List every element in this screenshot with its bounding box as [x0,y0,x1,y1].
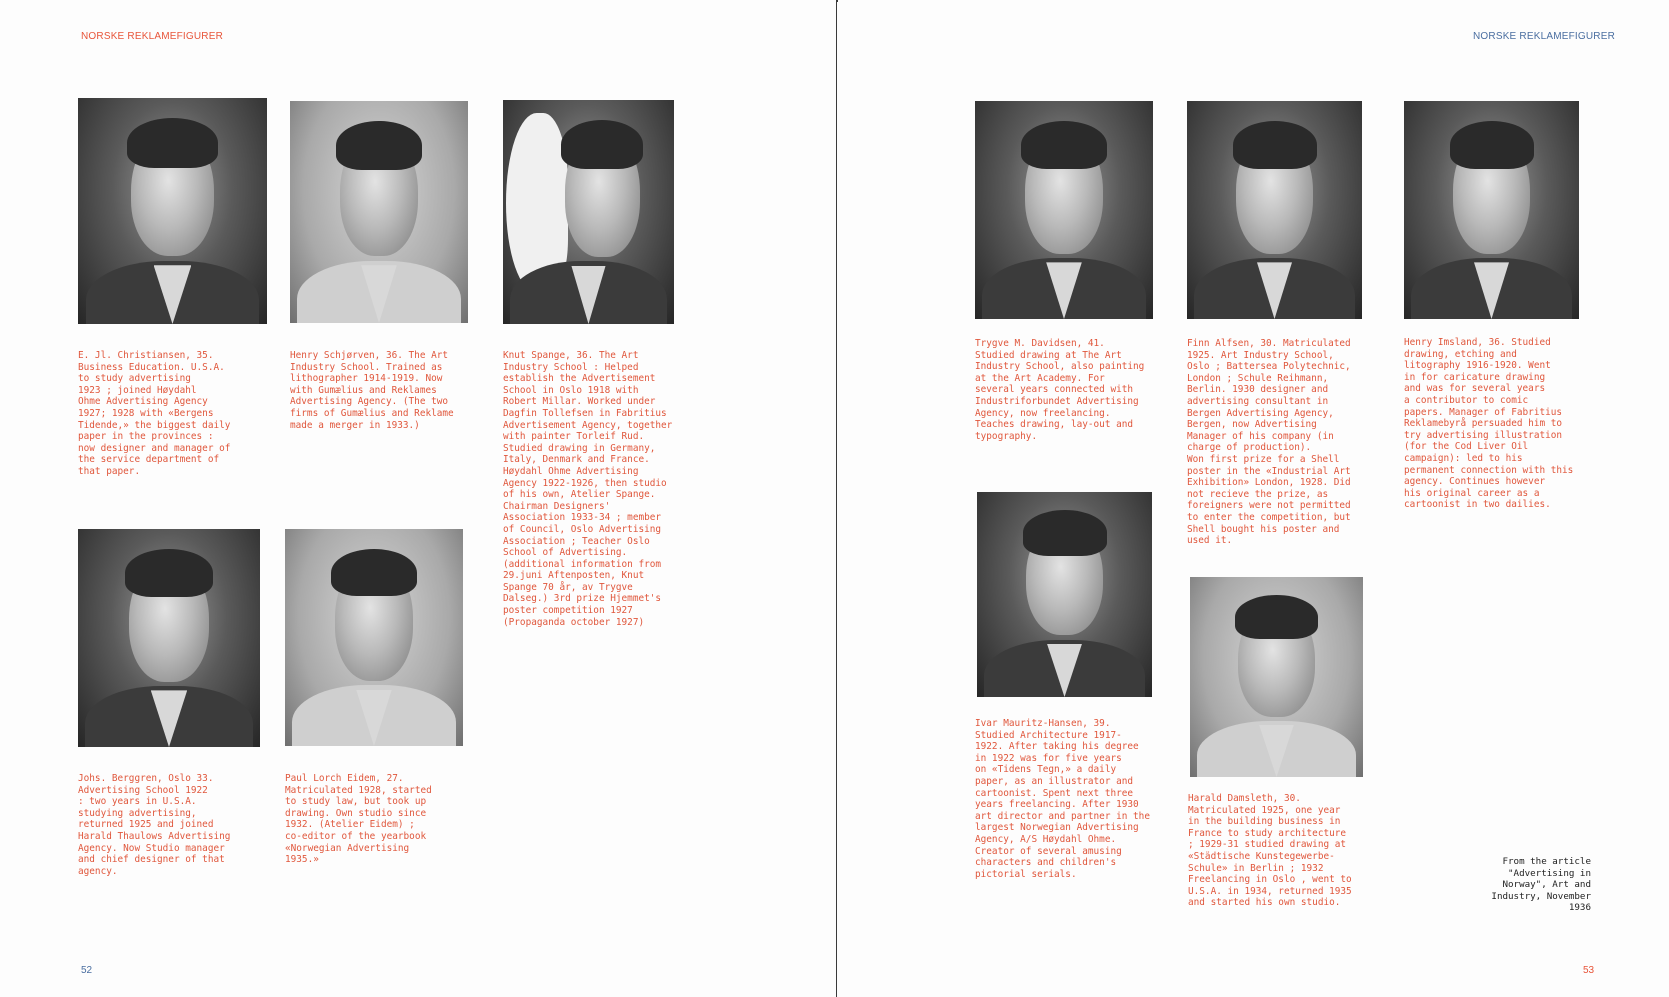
portrait-photo [977,492,1152,697]
biography-caption: Henry Schjørven, 36. The Art Industry School. Trained as lithographer 1914-1919. Now with Gumælius and Reklames Advertising Agency. (The two firms of Gumælius and Reklame made a merger in 1933.) [290,350,454,431]
biography-caption: Finn Alfsen, 30. Matriculated 1925. Art Industry School, Oslo ; Battersea Polytechnic, London ; Schule Reihmann, Berlin. 1930 designer and advertising consultant in Bergen Advertising Agency, Bergen, now Advertising Manager of his company (in charge of production). Won first prize for a Shell poster in the «Industrial Art Exhibition» London, 1928. Did not recieve the prize, as foreigners were not permitted to enter the competition, but Shell bought his poster and used it. [1187,338,1351,547]
biography-caption: Ivar Mauritz-Hansen, 39. Studied Architecture 1917- 1922. After taking his degree in 1922 was for five years on «Tidens Tegn,» a daily paper, as an illustrator and cartoonist. Spent next three years freelancing. After 1930 art director and partner in the largest Norwegian Advertising Agency, A/S Høydahl Ohme. Creator of several amusing characters and children's pictorial serials. [975,718,1150,880]
portrait-photo [290,101,468,323]
portrait-photo [503,100,674,324]
portrait-photo [78,529,260,747]
biography-caption: Knut Spange, 36. The Art Industry School : Helped establish the Advertisement School in Oslo 1918 with Robert Millar. Worked under Dagfin Tollefsen in Fabritius Advertisement Agency, together with painter Torleif Rud. Studied drawing in Germany, Italy, Denmark and France. Høydahl Ohme Advertising Agency 1922-1926, then studio of his own, Atelier Spange. Chairman Designers' Association 1933-34 ; member of Council, Oslo Advertising Association ; Teacher Oslo School of Advertising. (additional information from 29.juni Aftenposten, Knut Spange 70 år, av Trygve Dalseg.) 3rd prize Hjemmet's poster competition 1927 (Propaganda october 1927) [503,350,673,628]
portrait-photo [285,529,463,746]
right-page [838,0,1669,997]
source-credit: From the article "Advertising in Norway", Art and Industry, November 1936 [1491,856,1591,914]
biography-caption: Henry Imsland, 36. Studied drawing, etching and litography 1916-1920. Went in for caricature drawing and was for several years a contributor to comic papers. Manager of Fabritius Reklamebyrå persuaded him to try advertising illustration (for the Cod Liver Oil campaign): led to his permanent connection with this agency. Continues however his original career as a cartoonist in two dailies. [1404,337,1574,511]
portrait-photo [78,98,267,324]
biography-caption: Harald Damsleth, 30. Matriculated 1925, one year in the building business in France to study architecture ; 1929-31 studied drawing at «Städtische Kunstegewerbe- Schule» in Berlin ; 1932 Freelancing in Oslo , went to U.S.A. in 1934, returned 1935 and started his own studio. [1188,793,1352,909]
page-number: 53 [1583,965,1595,976]
biography-caption: Paul Lorch Eidem, 27. Matriculated 1928, started to study law, but took up drawing. Own studio since 1932. (Atelier Eidem) ; co-editor of the yearbook «Norwegian Advertising 1935.» [285,773,432,866]
biography-caption: E. Jl. Christiansen, 35. Business Education. U.S.A. to study advertising 1923 ; joined Høydahl Ohme Advertising Agency 1927; 1928 with «Bergens Tidende,» the biggest daily paper in the provinces : now designer and manager of the service department of that paper. [78,350,231,477]
biography-caption: Johs. Berggren, Oslo 33. Advertising School 1922 : two years in U.S.A. studying advertising, returned 1925 and joined Harald Thaulows Advertising Agency. Now Studio manager and chief designer of that agency. [78,773,231,877]
running-head: NORSKE REKLAMEFIGURER [81,31,224,42]
portrait-photo [975,101,1153,319]
running-head: NORSKE REKLAMEFIGURER [1473,31,1616,42]
portrait-photo [1190,577,1363,777]
portrait-photo [1404,101,1579,319]
portrait-photo [1187,101,1362,319]
biography-caption: Trygve M. Davidsen, 41. Studied drawing at The Art Industry School, also painting at the Art Academy. For several years connected with Industriforbundet Advertising Agency, now freelancing. Teaches drawing, lay-out and typography. [975,338,1145,442]
page-number: 52 [81,965,93,976]
